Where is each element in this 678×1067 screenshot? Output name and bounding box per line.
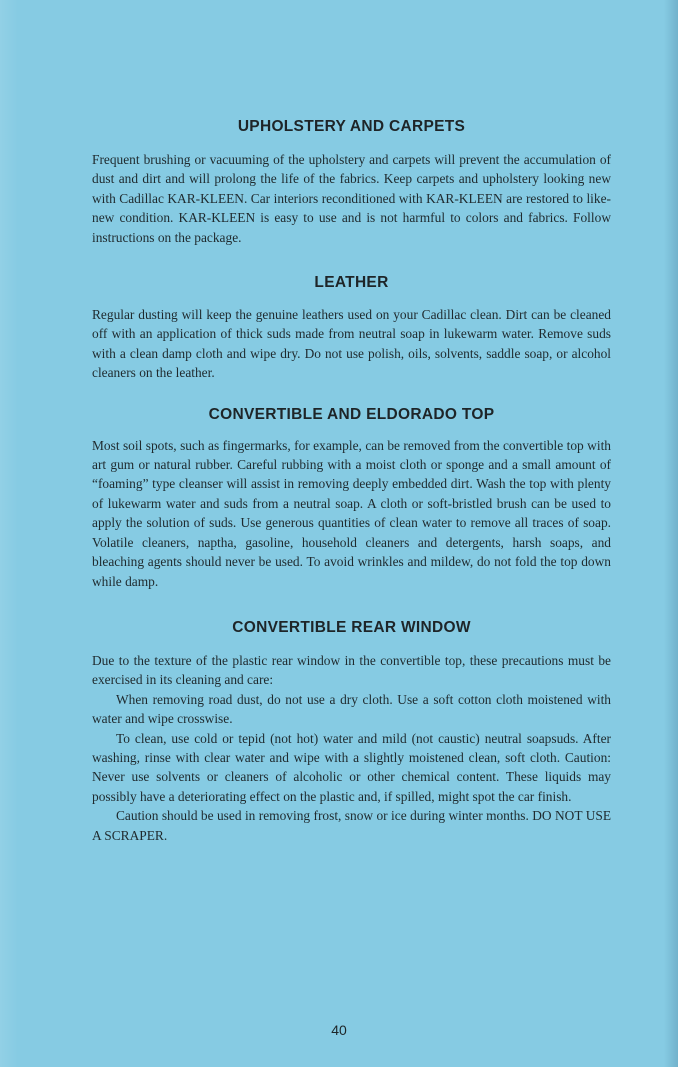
section-heading: CONVERTIBLE REAR WINDOW bbox=[232, 618, 471, 636]
section-paragraph: Most soil spots, such as fingermarks, for example, can be removed from the convertible top with art gum or natural rubber. Careful rubbing with a moist cloth or sponge and a small amount of “foaming” type cleanser will assist in removing deeply embedded dirt. Wash the top with plenty of lukewarm water and suds from a neutral soap. A cloth or soft-bristled brush can be used to apply the solution of suds. Use generous quantities of clean water to remove all traces of soap. Volatile cleaners, naptha, gasoline, household cleaners and detergents, harsh soaps, and bleaching agents should never be used. To avoid wrinkles and mildew, do not fold the top down while damp. bbox=[92, 437, 611, 589]
section-heading: LEATHER bbox=[314, 274, 389, 292]
section-paragraph: When removing road dust, do not use a dry cloth. Use a soft cotton cloth moistened with water and wipe crosswise. bbox=[92, 691, 611, 727]
section-convertible-rear-window bbox=[92, 619, 611, 845]
section-paragraph: Regular dusting will keep the genuine leathers used on your Cadillac clean. Dirt can be cleaned off with an application of thick suds made from neutral soap in lukewarm water. Remove suds with a clean damp cloth and wipe dry. Do not use polish, oils, solvents, saddle soap, or alcohol cleaners on the leather. bbox=[92, 307, 611, 381]
section-upholstery-and-carpets bbox=[92, 118, 611, 247]
section-heading: UPHOLSTERY AND CARPETS bbox=[237, 118, 466, 135]
section-paragraph: Frequent brushing or vacuuming of the upholstery and carpets will prevent the accumulation of dust and dirt and will prolong the life of the fabrics. Keep carpets and upholstery looking new with Cadillac KAR-KLEEN. Car interiors reconditioned with KAR-KLEEN are restored to like-new condition. KAR-KLEEN is easy to use and is not harmful to colors and fabrics. Follow instructions on the package. bbox=[92, 152, 611, 245]
section-paragraph: To clean, use cold or tepid (not hot) water and mild (not caustic) neutral soapsuds. After washing, rinse with clear water and wipe with a slightly moistened clean, soft cloth. Caution: Never use solvents or cleaners of alcoholic or other chemical content. These liquids may possibly have a deteriorating effect on the plastic and, if spilled, might spot the car finish. bbox=[92, 730, 611, 804]
section-convertible-and-eldorado-top bbox=[92, 406, 611, 591]
section-paragraph: Due to the texture of the plastic rear window in the convertible top, these precautions must be exercised in its cleaning and care: bbox=[92, 652, 611, 688]
section-paragraph: Caution should be used in removing frost, snow or ice during winter months. DO NOT USE A SCRAPER. bbox=[92, 808, 611, 843]
page-content bbox=[92, 118, 611, 845]
section-leather bbox=[92, 274, 611, 383]
section-heading: CONVERTIBLE AND ELDORADO TOP bbox=[208, 405, 495, 423]
page-number: 40 bbox=[331, 1022, 347, 1038]
